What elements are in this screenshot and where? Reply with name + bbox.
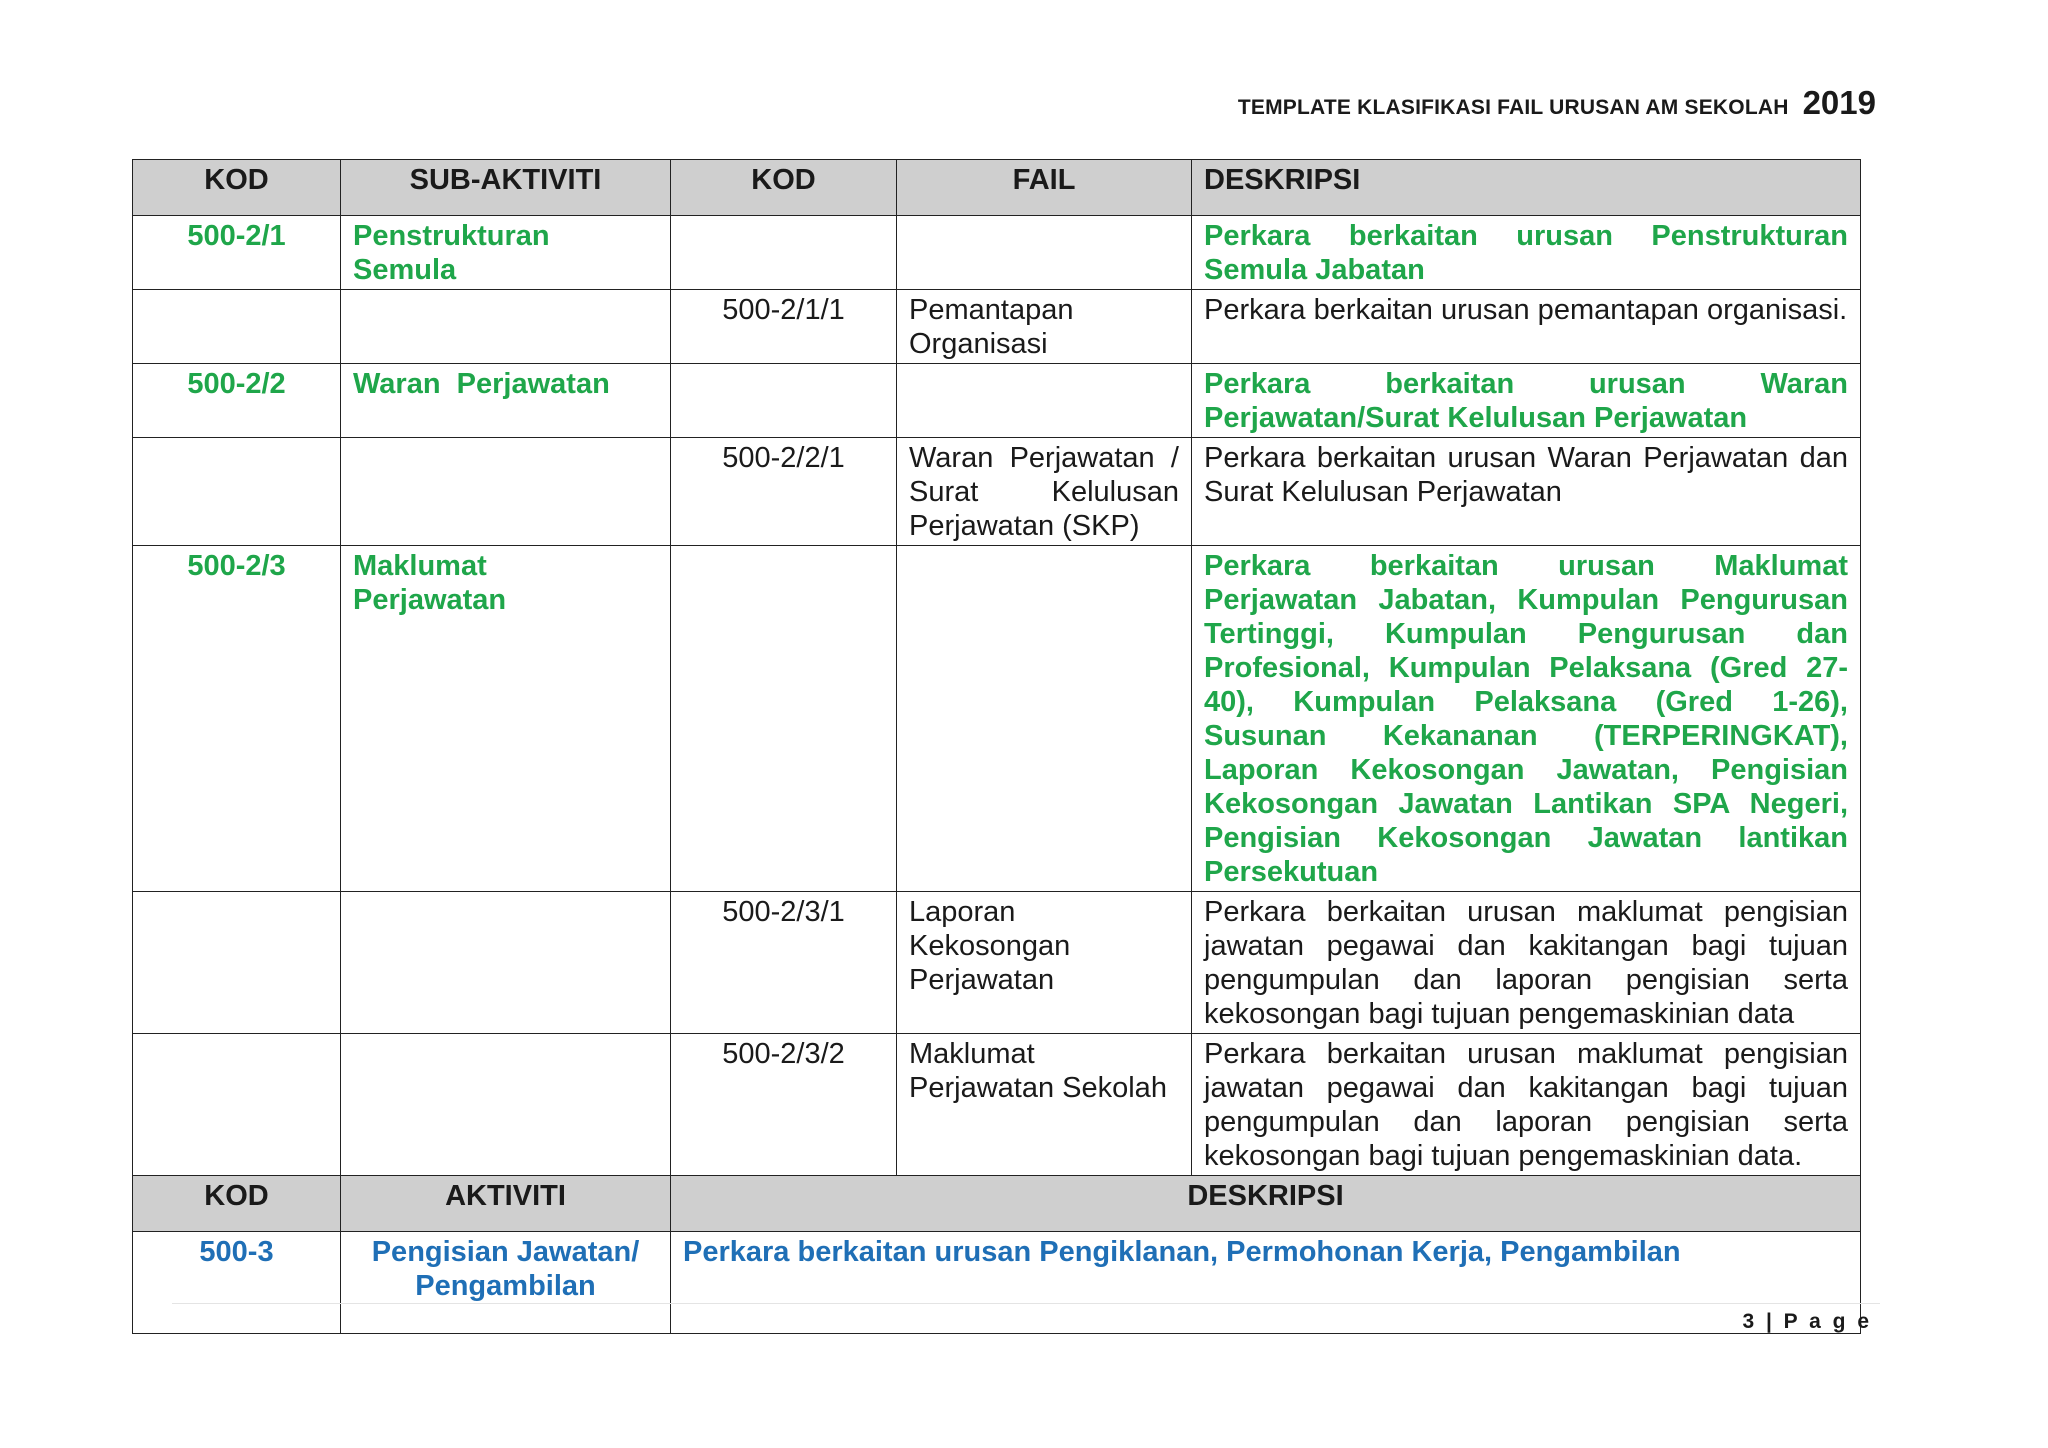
kod-cell: 500-2/3: [133, 546, 341, 892]
deskripsi-cell: Perkara berkaitan urusan maklumat pengisian jawatan pegawai dan kakitangan bagi tujuan pengumpulan dan laporan pengisian serta kekosongan bagi tujuan pengemaskinian data: [1192, 892, 1861, 1034]
table-row: [133, 438, 1861, 546]
deskripsi-cell: Perkara berkaitan urusan Penstrukturan Semula Jabatan: [1192, 216, 1861, 290]
column-header-deskripsi: DESKRIPSI: [671, 1176, 1861, 1232]
fail-cell: [897, 546, 1192, 892]
page-header: [1238, 84, 1876, 122]
activity-row: [133, 1232, 1861, 1334]
sub-aktiviti-cell: [341, 892, 671, 1034]
fail-cell: Waran Perjawatan / Surat Kelulusan Perjawatan (SKP): [897, 438, 1192, 546]
kod-fail-cell: 500-2/3/2: [671, 1034, 897, 1176]
fail-cell: [897, 364, 1192, 438]
kod-fail-cell: 500-2/2/1: [671, 438, 897, 546]
document-year: 2019: [1802, 84, 1876, 121]
column-header-kod-fail: KOD: [671, 160, 897, 216]
kod-cell: [133, 1034, 341, 1176]
kod-cell: [133, 438, 341, 546]
table-row: [133, 1034, 1861, 1176]
fail-cell: Maklumat Perjawatan Sekolah: [897, 1034, 1192, 1176]
column-header-kod: KOD: [133, 1176, 341, 1232]
kod-cell: [133, 892, 341, 1034]
activity-header-row: [133, 1176, 1861, 1232]
column-header-sub-aktiviti: SUB-AKTIVITI: [341, 160, 671, 216]
footer-divider: [172, 1303, 1880, 1304]
activity-kod-cell: 500-3: [133, 1232, 341, 1334]
table-row: [133, 364, 1861, 438]
deskripsi-cell: Perkara berkaitan urusan maklumat pengisian jawatan pegawai dan kakitangan bagi tujuan pengumpulan dan laporan pengisian serta kekosongan bagi tujuan pengemaskinian data.: [1192, 1034, 1861, 1176]
column-header-fail: FAIL: [897, 160, 1192, 216]
sub-aktiviti-cell: [341, 290, 671, 364]
column-header-kod: KOD: [133, 160, 341, 216]
kod-fail-cell: 500-2/3/1: [671, 892, 897, 1034]
kod-cell: 500-2/1: [133, 216, 341, 290]
deskripsi-cell: Perkara berkaitan urusan Waran Perjawatan/Surat Kelulusan Perjawatan: [1192, 364, 1861, 438]
sub-aktiviti-cell: Penstrukturan Semula: [341, 216, 671, 290]
kod-fail-cell: 500-2/1/1: [671, 290, 897, 364]
sub-aktiviti-cell: [341, 1034, 671, 1176]
page-number: 3 | P a g e: [1742, 1310, 1872, 1333]
kod-cell: 500-2/2: [133, 364, 341, 438]
sub-aktiviti-cell: Waran Perjawatan: [341, 364, 671, 438]
classification-table: [132, 159, 1861, 1334]
deskripsi-cell: Perkara berkaitan urusan pemantapan organisasi.: [1192, 290, 1861, 364]
column-header-deskripsi: DESKRIPSI: [1192, 160, 1861, 216]
document-title: TEMPLATE KLASIFIKASI FAIL URUSAN AM SEKOLAH: [1237, 96, 1789, 119]
kod-fail-cell: [671, 364, 897, 438]
table-row: [133, 290, 1861, 364]
deskripsi-cell: Perkara berkaitan urusan Waran Perjawatan dan Surat Kelulusan Perjawatan: [1192, 438, 1861, 546]
activity-deskripsi-cell: Perkara berkaitan urusan Pengiklanan, Permohonan Kerja, Pengambilan: [671, 1232, 1861, 1334]
kod-cell: [133, 290, 341, 364]
sub-aktiviti-cell: [341, 438, 671, 546]
column-header-aktiviti: AKTIVITI: [341, 1176, 671, 1232]
table-row: [133, 892, 1861, 1034]
activity-name-cell: Pengisian Jawatan/ Pengambilan: [341, 1232, 671, 1334]
fail-cell: [897, 216, 1192, 290]
fail-cell: Pemantapan Organisasi: [897, 290, 1192, 364]
table-row: [133, 216, 1861, 290]
kod-fail-cell: [671, 546, 897, 892]
deskripsi-cell: Perkara berkaitan urusan Maklumat Perjawatan Jabatan, Kumpulan Pengurusan Tertinggi, Kumpulan Pengurusan dan Profesional, Kumpulan Pelaksana (Gred 27-40), Kumpulan Pelaksana (Gred 1-26), Susunan Kekananan (TERPERINGKAT), Laporan Kekosongan Jawatan, Pengisian Kekosongan Jawatan Lantikan SPA Negeri, Pengisian Kekosongan Jawatan lantikan Persekutuan: [1192, 546, 1861, 892]
table-header-row: [133, 160, 1861, 216]
table-row: [133, 546, 1861, 892]
sub-aktiviti-cell: Maklumat Perjawatan: [341, 546, 671, 892]
kod-fail-cell: [671, 216, 897, 290]
fail-cell: Laporan Kekosongan Perjawatan: [897, 892, 1192, 1034]
